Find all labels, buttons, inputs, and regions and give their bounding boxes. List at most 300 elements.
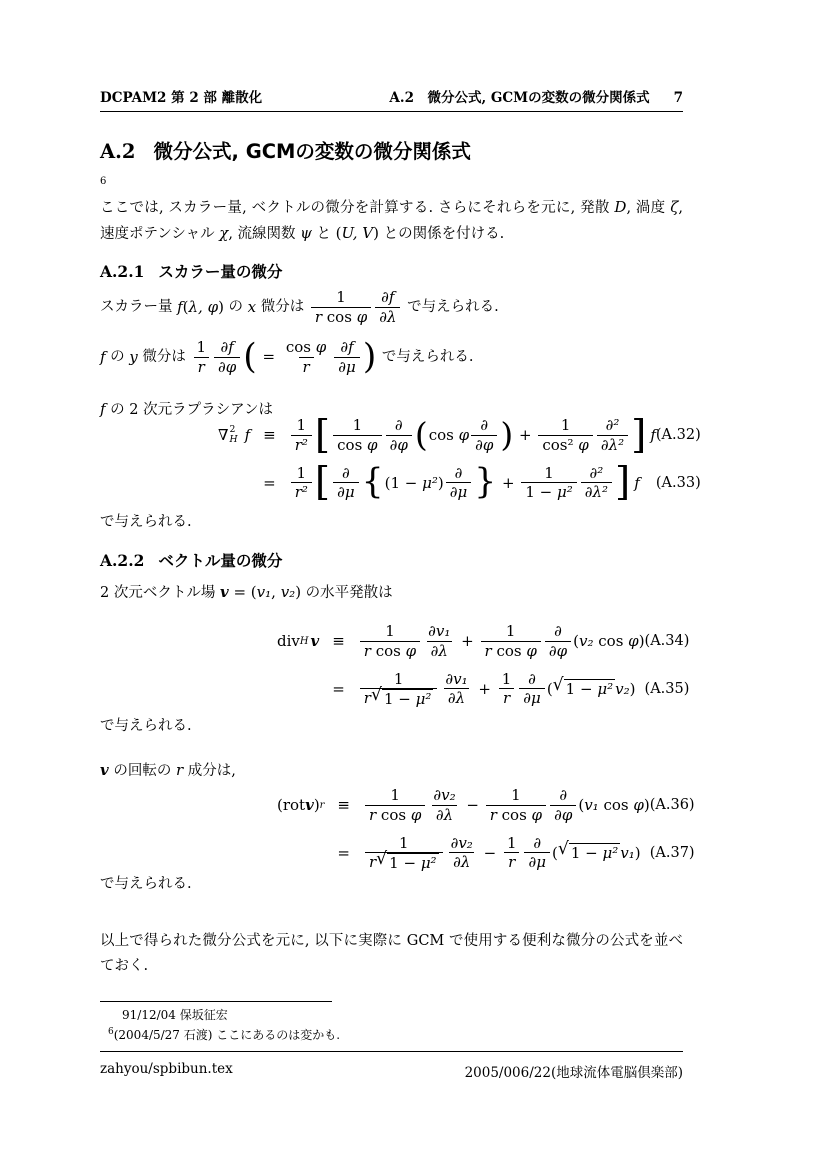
numerator [381, 622, 399, 641]
numerator [332, 288, 350, 307]
numerator [498, 670, 516, 689]
math-token: φ [367, 435, 378, 454]
fraction [538, 416, 592, 455]
footer-filename: zahyou/spbibun.tex [100, 1061, 233, 1077]
subsection-title: ベクトル量の微分 [158, 552, 283, 570]
fraction [386, 416, 412, 455]
radicand [387, 853, 438, 872]
text-run: 微分は [256, 299, 309, 315]
text-run: の回転の [108, 763, 176, 779]
big-delimiter: { [361, 462, 384, 503]
math-token: v [219, 583, 229, 601]
math-token: ∂φ [475, 435, 494, 454]
math-token: ∂ [454, 463, 463, 482]
text-run: の [223, 299, 248, 315]
numerator [293, 416, 311, 435]
fraction [550, 786, 576, 825]
section-number: A.2 [100, 140, 136, 163]
denominator [291, 435, 312, 455]
math-token: μ² [602, 844, 619, 863]
math-token: 1 [505, 622, 516, 640]
denominator [446, 482, 472, 502]
denominator [471, 435, 497, 455]
text-run: , 速度ポテンシャル [100, 200, 683, 242]
big-delimiter: ( [243, 336, 257, 377]
math-token: ( [573, 632, 579, 651]
footnote-line [100, 1024, 683, 1044]
math-token: ∂λ [379, 307, 397, 326]
footnote-line [100, 1007, 683, 1024]
section-heading [100, 136, 471, 164]
subsection-heading-a21 [100, 260, 282, 282]
math-token: r² [294, 483, 308, 502]
inline-math [177, 297, 224, 316]
fraction [282, 338, 330, 377]
denominator [214, 357, 240, 377]
math-token: ) [629, 679, 636, 698]
math-token: − [478, 843, 501, 862]
big-delimiter: ] [631, 412, 647, 458]
numerator [217, 338, 238, 357]
math-token: ) [313, 796, 320, 815]
big-delimiter: [ [314, 460, 331, 506]
equation-relation: ≡ [263, 426, 276, 445]
scalar-y-paragraph [100, 338, 683, 377]
numerator [441, 670, 471, 689]
text-run: 以上で得られた微分公式を元に, 以下に実際に GCM で使用する便利な微分の公式を並べておく. [100, 933, 683, 974]
math-token: f [244, 426, 251, 445]
math-token: ∂ [554, 622, 562, 640]
numerator [293, 464, 311, 483]
math-token: ∂² [605, 416, 620, 434]
denominator [545, 641, 571, 661]
subsection-title: スカラー量の微分 [158, 263, 283, 281]
numerator [557, 416, 575, 435]
math-token: v₂ [615, 679, 630, 698]
equation-label: (A.33) [655, 474, 701, 491]
numerator [507, 786, 525, 805]
subsection-number: A.2.2 [100, 551, 145, 570]
radical-sign: √ [370, 685, 382, 706]
given-paragraph-3 [100, 872, 683, 897]
math-token: + [473, 679, 496, 698]
math-token: ∂v₂ [433, 786, 456, 804]
denominator [519, 688, 545, 708]
equation-block-divergence [277, 622, 690, 709]
scalar-x-paragraph [100, 288, 683, 327]
math-token: cos [337, 435, 368, 454]
text-run: の 2 次元ラプラシアンは [105, 402, 274, 418]
inline-math [614, 198, 626, 216]
equation-label: (A.35) [644, 680, 690, 697]
text-run: の水平発散は [301, 585, 393, 601]
math-token: = [257, 347, 280, 366]
equation-block-laplacian [218, 412, 701, 506]
math-token: φ [526, 641, 537, 660]
math-token: cos² [542, 435, 579, 454]
equation-relation: ≡ [337, 796, 350, 815]
equation-label: (A.36) [649, 797, 695, 814]
text-run: で与えられる. [402, 299, 499, 315]
math-token: φ [458, 426, 470, 445]
fraction [486, 786, 546, 825]
math-token: − [461, 796, 484, 815]
math-token: ζ [670, 198, 679, 216]
math-token: φ [531, 805, 543, 824]
fraction [375, 288, 400, 327]
equation-rhs [358, 622, 645, 661]
math-token: μ² [556, 483, 573, 502]
footnote-rule [100, 1001, 332, 1002]
math-token: ∂λ [447, 689, 466, 708]
big-delimiter: ] [615, 460, 631, 506]
fraction [214, 338, 240, 377]
text-run: の [105, 349, 130, 365]
text-run: で与えられる. [100, 876, 192, 892]
math-token: ∂μ [338, 357, 356, 376]
equation-relation: = [332, 679, 345, 698]
radical-sign: √ [552, 675, 564, 696]
numerator [555, 786, 571, 805]
math-token: r [489, 805, 497, 824]
denominator [365, 805, 425, 825]
math-token: μ² [597, 680, 614, 699]
math-token: 1 [352, 416, 363, 434]
math-token: ∂ [533, 833, 542, 852]
inline-math [219, 224, 228, 242]
math-token: 1 [296, 463, 307, 482]
running-header-right [389, 86, 683, 106]
math-token: cos [322, 307, 357, 326]
fraction [424, 622, 454, 661]
footer-credit: 2005/006/22(地球流体電脳倶楽部) [464, 1065, 683, 1081]
math-token: r [314, 307, 323, 326]
numerator [447, 834, 477, 853]
math-token: ∂ [480, 416, 489, 434]
math-token: H [229, 434, 238, 446]
closing-paragraph [100, 929, 683, 979]
numerator [451, 464, 467, 483]
numerator [503, 834, 521, 853]
equation-relation: = [337, 843, 350, 862]
math-token: ) [638, 632, 645, 651]
math-token: ∂v₁ [445, 669, 468, 688]
math-token: cos [491, 641, 527, 660]
denominator [486, 805, 546, 825]
denominator [360, 641, 420, 661]
rotation-lead-paragraph [100, 758, 683, 784]
numerator [550, 622, 566, 641]
radical-sign: √ [557, 839, 569, 860]
fraction [192, 338, 210, 377]
math-token: cos [496, 805, 532, 824]
footnotes [100, 1001, 683, 1044]
fraction [545, 622, 571, 661]
math-token: r [197, 357, 205, 376]
math-token: 1 [399, 833, 409, 852]
inline-math [220, 583, 301, 601]
math-token: r [368, 805, 377, 824]
denominator [365, 849, 443, 873]
fraction [333, 416, 381, 455]
math-token: (1 − [384, 473, 423, 492]
math-supsub [229, 425, 237, 446]
denominator [375, 307, 400, 327]
denominator [427, 641, 452, 661]
text-run: , 渦度 [626, 200, 671, 216]
math-token: λ, φ [188, 297, 219, 316]
subsection-number: A.2.1 [100, 262, 145, 281]
math-token: 1 [506, 833, 517, 852]
math-token: y [129, 347, 138, 366]
equation-relation: = [263, 473, 276, 492]
denominator [550, 805, 576, 825]
math-token: = ( [228, 583, 257, 601]
text-run: 微分は [137, 349, 191, 365]
fraction [311, 288, 371, 327]
math-token: v₁ [584, 796, 599, 815]
fraction [581, 464, 612, 503]
numerator [602, 416, 624, 435]
footnote-mark: 6 [100, 176, 107, 187]
math-token: ∂φ [389, 435, 408, 454]
big-delimiter: [ [314, 412, 331, 458]
fraction [519, 670, 545, 709]
math-token: 1 [336, 288, 346, 306]
equation-rhs [363, 786, 650, 825]
page-number: 7 [673, 90, 683, 106]
numerator [349, 416, 367, 435]
math-token: v₂ [280, 583, 296, 601]
math-token: ∂f [381, 288, 395, 306]
denominator [481, 641, 541, 661]
math-subscript: r [319, 799, 325, 811]
fraction [365, 834, 443, 873]
radical-sign: √ [376, 849, 388, 870]
math-token: ∂v₁ [428, 622, 451, 640]
math-token: U, V [341, 224, 374, 242]
math-token: r [363, 641, 371, 660]
inline-math [247, 297, 257, 316]
math-token: ) [643, 796, 650, 815]
equation-rhs [358, 670, 645, 709]
numerator [386, 786, 404, 805]
math-token: r [502, 689, 511, 708]
math-token: ∂λ² [600, 435, 625, 454]
big-delimiter: } [474, 462, 497, 503]
fraction [447, 834, 477, 873]
math-token: 1 − [383, 690, 416, 709]
math-token: ( [546, 679, 553, 698]
math-token: μ² [420, 854, 437, 873]
math-token: x [247, 297, 257, 316]
math-token: cos [370, 641, 406, 660]
math-token: 1 [511, 786, 521, 804]
math-token: r [368, 853, 377, 872]
denominator [333, 482, 359, 502]
fraction [291, 416, 312, 455]
math-token: φ [315, 338, 327, 356]
inline-math [190, 338, 377, 377]
math-token: r [175, 761, 184, 779]
math-token: ) [295, 583, 302, 601]
footnote-number: 6 [108, 1027, 114, 1037]
text-run: で与えられる. [100, 718, 192, 734]
equation-lhs [277, 796, 324, 814]
fraction [429, 786, 459, 825]
numerator [585, 464, 607, 483]
denominator [444, 688, 469, 708]
math-token: f [100, 347, 106, 366]
math-token: μ² [422, 473, 438, 492]
math-token: v₂ [579, 632, 594, 651]
math-token: φ [356, 307, 368, 326]
math-subscript: H [299, 635, 309, 647]
radicand [564, 679, 615, 698]
math-token: ( [578, 796, 585, 815]
numerator [377, 288, 398, 307]
math-token: f [634, 473, 640, 492]
math-token: ∂λ² [584, 483, 609, 502]
math-token: φ [410, 805, 422, 824]
math-token: φ [628, 632, 639, 651]
fraction [524, 834, 550, 873]
math-token: (rot [277, 796, 306, 815]
math-token: cos [285, 338, 316, 356]
text-run: , 流線関数 [228, 226, 301, 242]
square-root [376, 849, 438, 873]
denominator [499, 688, 514, 708]
fraction [441, 670, 471, 709]
math-token: ψ [300, 224, 312, 242]
running-header-section: A.2 微分公式, GCMの変数の微分関係式 [389, 90, 650, 106]
numerator [429, 786, 459, 805]
math-token: v [310, 632, 320, 651]
math-token: cos [376, 805, 411, 824]
math-token: cos [428, 426, 459, 445]
square-root [370, 685, 433, 709]
math-token: 1 [390, 786, 400, 804]
big-delimiter: ) [362, 336, 377, 377]
equation-rhs [289, 412, 656, 458]
math-token: ( [552, 843, 558, 862]
math-token: 1 [385, 622, 395, 640]
math-token: div [277, 632, 300, 651]
text-run: 2 次元ベクトル場 [100, 585, 220, 601]
numerator [395, 834, 413, 853]
math-token: ∂φ [554, 805, 573, 824]
equation-label: (A.32) [655, 427, 701, 444]
vector-lead-paragraph [100, 580, 683, 606]
math-token: ∂μ [523, 689, 541, 708]
math-token: ∂λ [430, 641, 448, 660]
math-token: cos [593, 632, 629, 651]
math-token: 1 [501, 669, 512, 688]
footnote-text: 91/12/04 保坂征宏 [122, 1008, 228, 1022]
square-root [557, 839, 620, 863]
running-header [100, 86, 683, 112]
numerator [524, 670, 540, 689]
math-token: ∇ [218, 426, 229, 445]
text-run: ここでは, スカラー量, ベクトルの微分を計算する. さらにそれらを元に, 発散 [100, 200, 615, 216]
fraction [481, 622, 541, 661]
math-token: 1 [544, 463, 554, 482]
denominator [299, 357, 314, 377]
math-token: ∂μ [337, 483, 355, 502]
math-token: ∂μ [528, 853, 546, 872]
math-token: ∂ [394, 416, 403, 434]
math-token: r [363, 689, 371, 708]
fraction [498, 670, 516, 709]
math-token: 1 − [389, 854, 421, 873]
running-header-left: DCPAM2 第 2 部 離散化 [100, 90, 263, 106]
denominator [386, 435, 412, 455]
equation-label: (A.37) [649, 844, 695, 861]
text-run: 成分は, [183, 763, 236, 779]
denominator [333, 435, 381, 455]
text-run: と [311, 226, 336, 242]
fraction [521, 464, 576, 503]
math-token: + [497, 473, 520, 492]
math-token: μ² [415, 690, 432, 709]
math-token: r [484, 641, 492, 660]
big-delimiter: ( [414, 415, 428, 455]
equation-relation: ≡ [332, 632, 345, 651]
fraction [365, 786, 425, 825]
math-token: ∂λ [435, 805, 454, 824]
numerator [390, 670, 408, 689]
denominator [334, 357, 360, 377]
math-token: ) [373, 224, 379, 242]
fraction [471, 416, 497, 455]
text-run: で与えられる. [377, 349, 474, 365]
inline-math [300, 224, 312, 242]
math-token: r [302, 357, 310, 376]
math-token: 1 − [525, 483, 557, 502]
math-token: ( [335, 224, 342, 242]
numerator [476, 416, 492, 435]
numerator [540, 464, 558, 483]
math-token: ∂φ [218, 357, 237, 376]
math-token: 1 [296, 416, 307, 434]
math-token: cos [598, 796, 634, 815]
math-token: v₁ [620, 843, 635, 862]
denominator [538, 435, 592, 455]
math-token: 1 − [565, 680, 598, 699]
math-token: f [650, 426, 656, 445]
equation-lhs [218, 425, 250, 446]
denominator [524, 852, 550, 872]
math-token: ∂μ [449, 483, 468, 502]
square-root [552, 675, 615, 699]
fraction [503, 834, 521, 873]
math-token: D [614, 198, 627, 216]
math-token: 1 [196, 338, 207, 356]
radicand [569, 843, 620, 862]
math-token: ) [437, 473, 444, 492]
numerator [391, 416, 407, 435]
inline-math [336, 224, 379, 242]
text-run: スカラー量 [100, 299, 178, 315]
math-token: φ [405, 641, 417, 660]
numerator [192, 338, 210, 357]
math-token: ∂f [340, 338, 354, 356]
numerator [338, 464, 354, 483]
given-paragraph-2 [100, 714, 683, 739]
inline-math [100, 761, 109, 779]
math-token: ∂φ [548, 641, 568, 660]
equation-label: (A.34) [644, 633, 690, 650]
